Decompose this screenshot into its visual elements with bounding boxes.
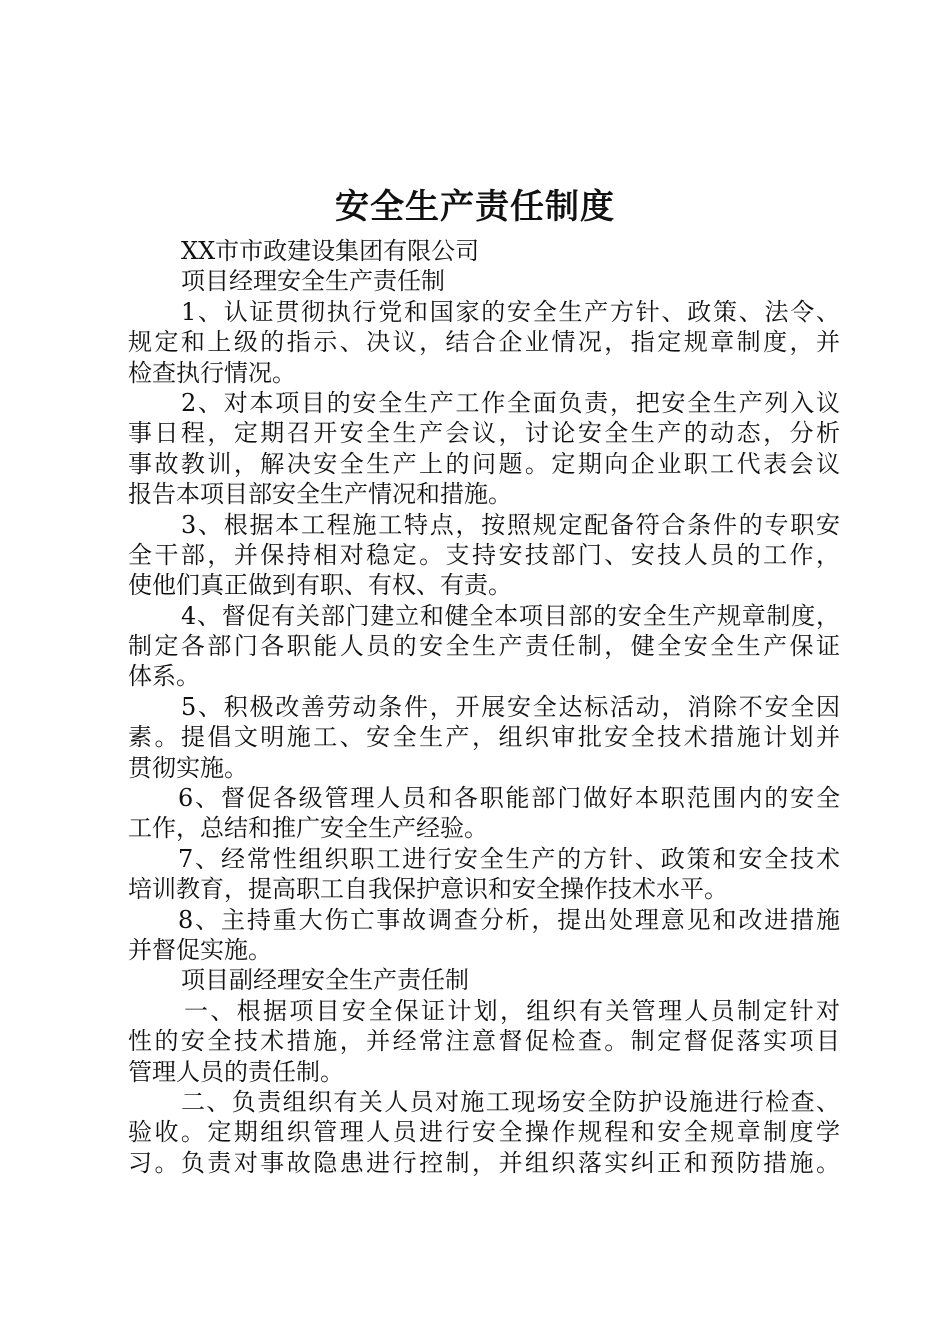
paragraph-line: 制定各部门各职能人员的安全生产责任制，健全安全生产保证	[128, 632, 840, 661]
paragraph-item-4	[128, 601, 840, 692]
paragraph-line: 规定和上级的指示、决议，结合企业情况，指定规章制度，并	[128, 328, 840, 357]
paragraph-line: 性的安全技术措施，并经常注意督促检查。制定督促落实项目	[128, 1027, 840, 1056]
section-heading-project-manager: 项目经理安全生产责任制	[181, 267, 445, 296]
paragraph-item-5	[128, 692, 840, 783]
paragraph-line: 4、督促有关部门建立和健全本项目部的安全生产规章制度，	[181, 601, 840, 630]
paragraph-line: 贯彻实施。	[128, 753, 248, 782]
paragraph-line: 2、对本项目的安全生产工作全面负责，把安全生产列入议	[181, 388, 840, 417]
paragraph-line: 习。负责对事故隐患进行控制，并组织落实纠正和预防措施。	[128, 1148, 840, 1177]
paragraph-line: 事故教训，解决安全生产上的问题。定期向企业职工代表会议	[128, 449, 840, 478]
paragraph-deputy-item-2	[128, 1087, 840, 1178]
paragraph-line: 培训教育，提高职工自我保护意识和安全操作技术水平。	[128, 875, 728, 904]
paragraph-item-2	[128, 388, 840, 510]
document-body	[128, 236, 840, 1178]
paragraph-item-3	[128, 510, 840, 601]
paragraph-line: 一、根据项目安全保证计划，组织有关管理人员制定针对	[184, 996, 840, 1025]
document-title: 安全生产责任制度	[335, 187, 615, 227]
paragraph-item-6	[128, 783, 840, 844]
paragraph-line: 7、经常性组织职工进行安全生产的方针、政策和安全技术	[178, 844, 840, 873]
paragraph-line: 使他们真正做到有职、有权、有责。	[128, 571, 512, 600]
paragraph-line: 事日程，定期召开安全生产会议，讨论安全生产的动态，分析	[128, 419, 840, 448]
paragraph-line: 检查执行情况。	[128, 358, 296, 387]
paragraph-line: 全干部，并保持相对稳定。支持安技部门、安技人员的工作，	[128, 540, 840, 569]
paragraph-line: 3、根据本工程施工特点，按照规定配备符合条件的专职安	[181, 510, 840, 539]
paragraph-line: 二、负责组织有关人员对施工现场安全防护设施进行检查、	[181, 1087, 840, 1116]
company-name: XX市市政建设集团有限公司	[181, 237, 480, 265]
paragraph-item-1	[128, 297, 840, 388]
paragraph-item-7	[128, 844, 840, 905]
paragraph-line: 体系。	[128, 662, 200, 691]
paragraph-item-8	[128, 905, 840, 966]
paragraph-line: 素。提倡文明施工、安全生产，组织审批安全技术措施计划并	[128, 723, 840, 752]
paragraph-line: 6、督促各级管理人员和各职能部门做好本职范围内的安全	[178, 784, 840, 813]
paragraph-line: 管理人员的责任制。	[128, 1057, 344, 1086]
paragraph-deputy-item-1	[128, 996, 840, 1087]
paragraph-line: 验收。定期组织管理人员进行安全操作规程和安全规章制度学	[128, 1118, 840, 1147]
paragraph-line: 5、积极改善劳动条件，开展安全达标活动，消除不安全因	[181, 692, 840, 721]
paragraph-line: 报告本项目部安全生产情况和措施。	[128, 480, 512, 509]
section-heading-deputy-manager: 项目副经理安全生产责任制	[181, 966, 469, 995]
paragraph-line: 1、认证贯彻执行党和国家的安全生产方针、政策、法令、	[181, 297, 840, 326]
paragraph-line: 8、主持重大伤亡事故调查分析，提出处理意见和改进措施	[178, 905, 840, 934]
paragraph-line: 并督促实施。	[128, 935, 272, 964]
paragraph-line: 工作，总结和推广安全生产经验。	[128, 814, 488, 843]
